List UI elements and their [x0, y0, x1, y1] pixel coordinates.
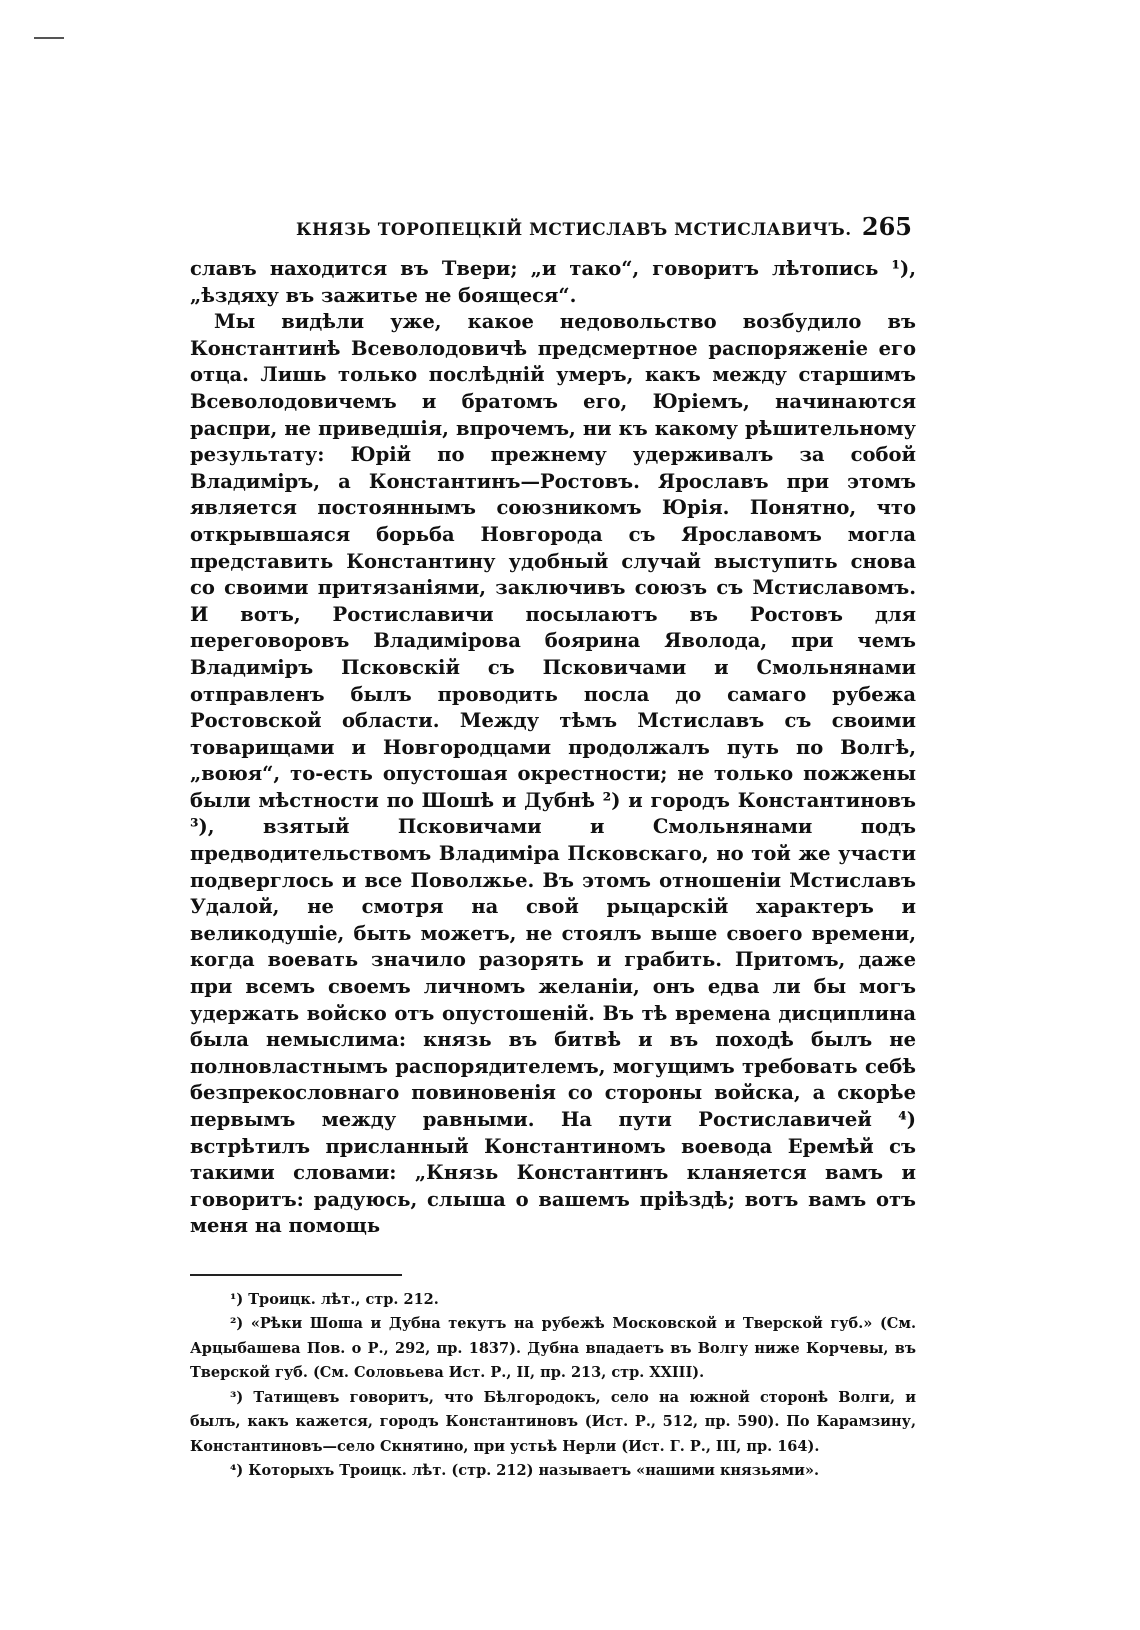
footnote-2: ²) «Рѣки Шоша и Дубна текутъ на рубежѣ Московской и Тверской губ.» (См. Арцыбашева Пов. о Р., 292, пр. 1837). Дубна впадаетъ въ Волгу ниже Корчевы, въ Тверской губ. (См. Соловьева Ист. Р., II, пр. 213, стр. XXIII).: [190, 1315, 916, 1382]
page-header: [190, 212, 916, 252]
paragraph-main: Мы видѣли уже, какое недовольство возбудило въ Константинѣ Всеволодовичѣ предсмертное распоряженіе его отца. Лишь только послѣдній умеръ, какъ между старшимъ Всеволодовичемъ и братомъ его, Юріемъ, начинаются распри, не приведшія, впрочемъ, ни къ какому рѣшительному результату: Юрій по прежнему удерживалъ за собой Владиміръ, а Константинъ—Ростовъ. Ярославъ при этомъ является постояннымъ союзникомъ Юрія. Понятно, что открывшаяся борьба Новгорода съ Ярославомъ могла представить Константину удобный случай выступить снова со своими притязаніями, заключивъ союзъ съ Мстиславомъ. И вотъ, Ростиславичи посылаютъ въ Ростовъ для переговоровъ Владимірова боярина Яволода, при чемъ Владиміръ Псковскій съ Псковичами и Смольнянами отправленъ былъ проводить посла до самаго рубежа Ростовской области. Между тѣмъ Мстиславъ съ своими товарищами и Новгородцами продолжалъ путь по Волгѣ, „воюя“, то-есть опустошая окрестности; не только пожжены были мѣстности по Шошѣ и Дубнѣ ²) и городъ Константиновъ ³), взятый Псковичами и Смольнянами подъ предводительствомъ Владиміра Псковскаго, но той же участи подверглось и все Поволжье. Въ этомъ отношеніи Мстиславъ Удалой, не смотря на свой рыцарскій характеръ и великодушіе, быть можетъ, не стоялъ выше своего времени, когда воевать значило разорять и грабить. Притомъ, даже при всемъ своемъ личномъ желаніи, онъ едва ли бы могъ удержать войско отъ опустошеній. Въ тѣ времена дисциплина была немыслима: князь въ битвѣ и въ походѣ былъ не полновластнымъ распорядителемъ, могущимъ требовать себѣ безпрекословнаго повиновенія со стороны войска, а скорѣе первымъ между равными. На пути Ростиславичей ⁴) встрѣтилъ присланный Константиномъ воевода Еремѣй съ такими словами: „Князь Константинъ кланяется вамъ и говоритъ: радуюсь, слыша о вашемъ пріѣздѣ; вотъ вамъ отъ меня на помощь: [190, 310, 916, 1238]
footnote-divider: [190, 1274, 402, 1276]
footnote-4: ⁴) Которыхъ Троицк. лѣт. (стр. 212) называетъ «нашими князьями».: [230, 1462, 820, 1480]
footnote-1: ¹) Троицк. лѣт., стр. 212.: [230, 1290, 439, 1308]
footnote-3: ³) Татищевъ говоритъ, что Бѣлгородокъ, село на южной сторонѣ Волги, и былъ, какъ кажется, городъ Константиновъ (Ист. Р., 512, пр. 590). По Карамзину, Константиновъ—село Скнятино, при устьѣ Нерли (Ист. Г. Р., III, пр. 164).: [190, 1388, 916, 1455]
running-head: КНЯЗЬ ТОРОПЕЦКІЙ МСТИСЛАВЪ МСТИСЛАВИЧЪ.: [296, 220, 852, 240]
corner-scan-mark: [34, 37, 64, 39]
body-text: [190, 256, 916, 1240]
paragraph-continuation: славъ находится въ Твери; „и тако“, говоритъ лѣтопись ¹), „ѣздяху въ зажитье не боящеся“.: [190, 257, 916, 307]
page-number: 265: [861, 212, 912, 241]
footnotes: [190, 1288, 916, 1484]
book-page: [190, 212, 916, 1484]
